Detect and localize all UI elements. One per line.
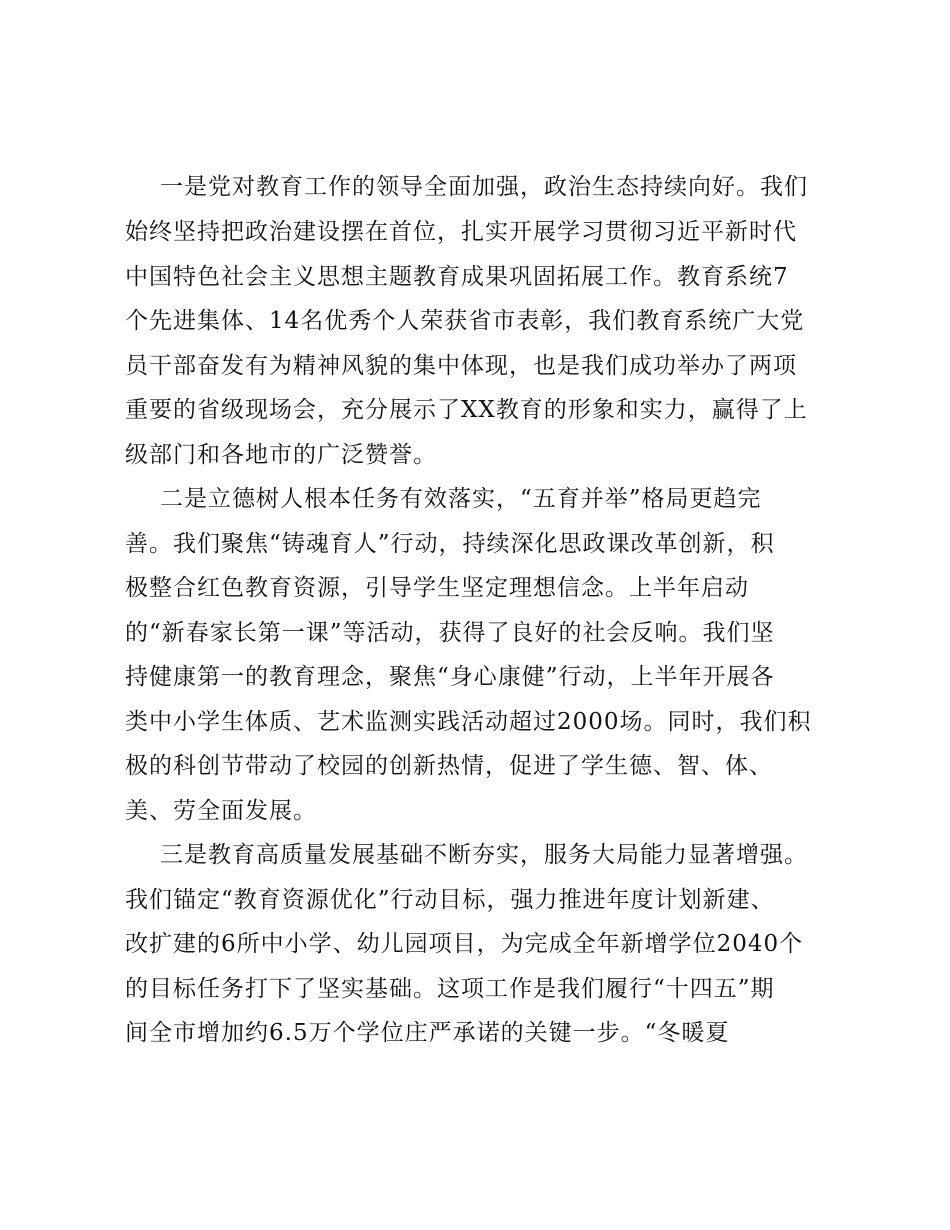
paragraph-2-line-4: 的“新春家长第一课”等活动，获得了良好的社会反响。我们坚 bbox=[125, 620, 775, 646]
paragraph-1-line-5: 员干部奋发有为精神风貌的集中体现，也是我们成功举办了两项 bbox=[125, 353, 797, 379]
paragraph-2-line-1: 二是立德树人根本任务有效落实，“五育并举”格局更趋完 bbox=[160, 486, 762, 512]
paragraph-3-line-1: 三是教育高质量发展基础不断夯实，服务大局能力显著增强。 bbox=[160, 842, 808, 868]
paragraph-2-line-2: 善。我们聚焦“铸魂育人”行动，持续深化思政课改革创新，积 bbox=[125, 531, 775, 557]
paragraph-2-line-6: 类中小学生体质、艺术监测实践活动超过2000场。同时，我们积 bbox=[125, 709, 812, 735]
paragraph-3-line-4: 的目标任务打下了坚实基础。这项工作是我们履行“十四五”期 bbox=[125, 976, 775, 1002]
paragraph-1-line-6: 重要的省级现场会，充分展示了XX教育的形象和实力，赢得了上 bbox=[125, 397, 808, 423]
paragraph-2-line-5: 持健康第一的教育理念，聚焦“身心康健”行动，上半年开展各 bbox=[125, 664, 775, 690]
paragraph-2-line-8: 美、劳全面发展。 bbox=[125, 798, 317, 824]
paragraph-2-line-3: 极整合红色教育资源，引导学生坚定理想信念。上半年启动 bbox=[125, 575, 749, 601]
paragraph-2-line-7: 极的科创节带动了校园的创新热情，促进了学生德、智、体、 bbox=[125, 753, 773, 779]
paragraph-1-line-1: 一是党对教育工作的领导全面加强，政治生态持续向好。我们 bbox=[160, 174, 808, 200]
paragraph-1-line-3: 中国特色社会主义思想主题教育成果巩固拓展工作。教育系统7 bbox=[125, 264, 789, 290]
paragraph-3-line-3: 改扩建的6所中小学、幼儿园项目，为完成全年新增学位2040个 bbox=[125, 931, 804, 957]
paragraph-1-line-4: 个先进集体、14名优秀个人荣获省市表彰，我们教育系统广大党 bbox=[125, 308, 805, 334]
paragraph-1-line-7: 级部门和各地市的广泛赞誉。 bbox=[125, 442, 437, 468]
paragraph-3-line-5: 间全市增加约6.5万个学位庄严承诺的关键一步。“冬暖夏 bbox=[125, 1020, 730, 1046]
paragraph-1-line-2: 始终坚持把政治建设摆在首位，扎实开展学习贯彻习近平新时代 bbox=[125, 219, 797, 245]
paragraph-3-line-2: 我们锚定“教育资源优化”行动目标，强力推进年度计划新建、 bbox=[125, 887, 775, 913]
